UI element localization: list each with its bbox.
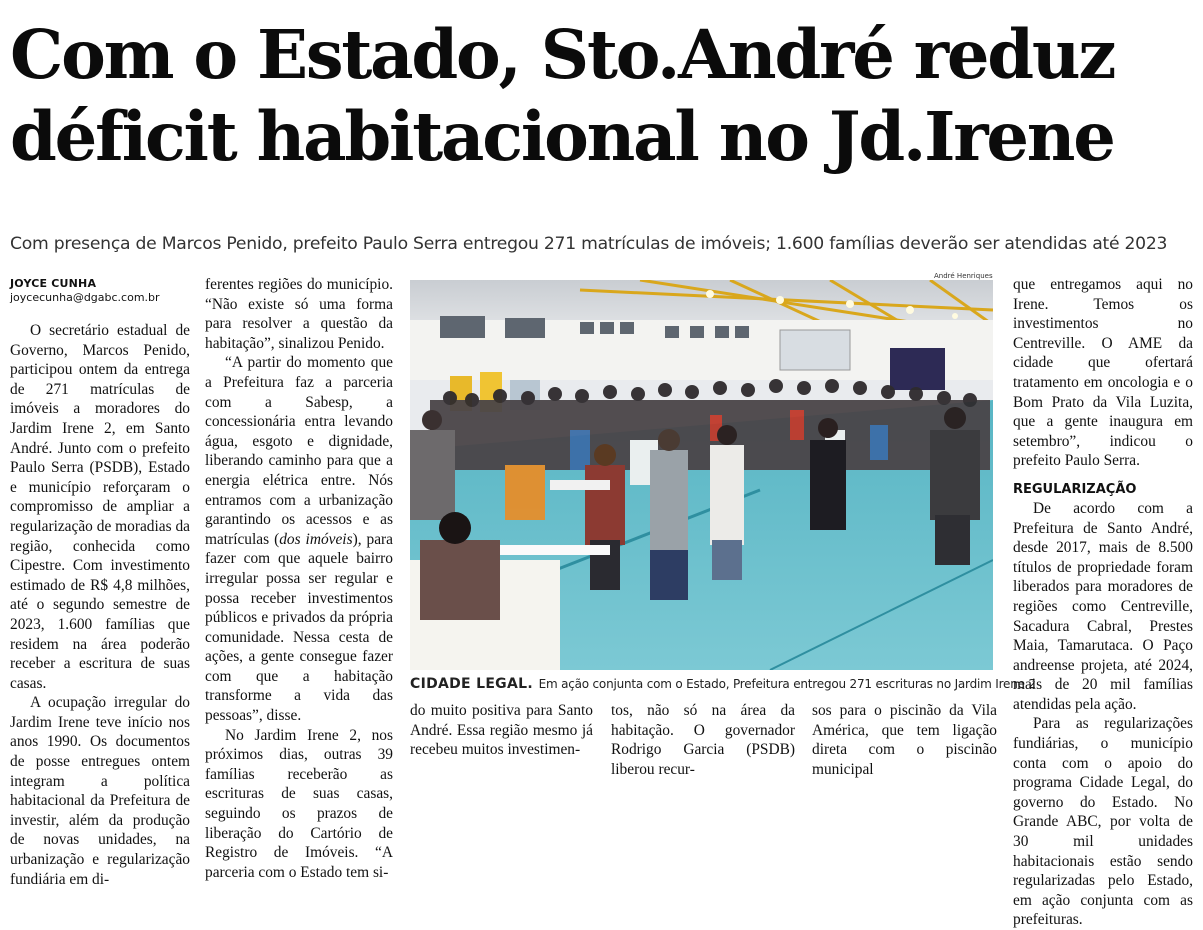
col5-paragraph: Para as regularizações fundiárias, o município conta com o apoio do programa Cidade Legal, do governo do Estado. No Grande ABC, por volta de 30 mil unidades habitacionais estão sendo regularizadas pelo Estado, em ação conjunta com as prefeituras.: [1013, 715, 1193, 929]
col3-text: do muito positiva para Santo André. Essa região mesmo já recebeu muitos investimen-: [410, 702, 593, 759]
col1-paragraph: A ocupação irregular do Jardim Irene teve início nos anos 1990. Os documentos de posse entregues ontem integram a política habitacional da Prefeitura de investir, além da produção de novas unidades, na urbanização e regularização fundiária em di-: [10, 694, 190, 888]
gymnasium-crowd-illustration: [410, 280, 993, 670]
col5-paragraph: que entregamos aqui no Irene. Temos os investimentos no Centreville. O AME da cidade que ofertará tratamento em oncologia e o Bom Prato da Vila Luzita, que a gente inaugura em setembro”, indicou o prefeito Paulo Serra.: [1013, 276, 1193, 470]
col2-paragraph: No Jardim Irene 2, nos próximos dias, outras 39 famílias receberão as escrituras de suas casas, seguindo os prazos de liberação do Cartório de Registro de Imóveis. “A parceria com o Estado tem si-: [205, 726, 393, 881]
col2-paragraph: ferentes regiões do município. “Não existe só uma forma para resolver a questão da habitação”, sinalizou Penido.: [205, 276, 393, 352]
column-3: [410, 701, 593, 760]
caption-label: CIDADE LEGAL.: [410, 676, 533, 692]
headline-line-2: déficit habitacional no Jd.Irene: [10, 97, 1114, 176]
byline-author: JOYCE CUNHA: [10, 277, 97, 290]
deck-subtitle: Com presença de Marcos Penido, prefeito Paulo Serra entregou 271 matrículas de imóveis; 1.600 famílias deverão ser atendidas até 2023: [10, 234, 1168, 254]
column-4: [611, 701, 795, 779]
byline-email: joycecunha@dgabc.com.br: [10, 291, 160, 304]
caption-text: Em ação conjunta com o Estado, Prefeitura entregou 271 escrituras no Jardim Irene 2: [538, 677, 1036, 691]
column-5: [1013, 275, 1193, 930]
headline-line-1: Com o Estado, Sto.André reduz: [10, 15, 1115, 94]
col2-paragraph: [205, 353, 393, 725]
col1-paragraph: O secretário estadual de Governo, Marcos Penido, participou ontem da entrega de 271 matrículas de imóveis a moradores do Jardim Irene 2, em Santo André. Junto com o prefeito Paulo Serra (PSDB), Estado e município reforçaram o compromisso de ampliar a regularização de moradias da região, conhecida como Cipestre. Com investimento estimado de R$ 4,8 milhões, até o segundo semestre de 2023, 1.600 famílias que residem na área poderão receber a escritura de suas casas.: [10, 322, 190, 692]
section-subhead: REGULARIZAÇÃO: [1013, 481, 1137, 497]
headline: [10, 14, 1195, 178]
col2-emphasis: dos imóveis: [279, 530, 353, 548]
photo-caption: [410, 676, 1036, 692]
column-2: [205, 275, 393, 882]
col2-text: ), para fazer com que aquele bairro irregular possa ser regular e possa receber investimentos públicos e privados da própria comunidade. Nessa cesta de ações, a gente consegue fazer com que a habitação transforme a vida das pessoas”, disse.: [205, 530, 394, 725]
col2-text: “A partir do momento que a Prefeitura faz a parceria com a Sabesp, a concessionária entra levando água, esgoto e dignidade, liberando caminho para que a energia elétrica entre. Nós entramos com a urbanização garantindo os acessos e as matrículas (: [205, 354, 393, 548]
column-1: [10, 275, 190, 889]
col5-paragraph: De acordo com a Prefeitura de Santo André, desde 2017, mais de 8.500 títulos de propriedade foram liberados para moradores de regiões como Centreville, Sacadura Cabral, Prestes Maia, Tamarutaca. O Paço andreense projeta, até 2024, mais de 20 mil famílias atendidas pela ação.: [1013, 499, 1193, 713]
column-5-bottom: [812, 701, 997, 779]
col5-bottom-text: sos para o piscinão da Vila América, que tem ligação direta com o piscinão municipal: [812, 702, 997, 778]
col4-text: tos, não só na área da habitação. O governador Rodrigo Garcia (PSDB) liberou recur-: [611, 702, 795, 778]
photo-credit: André Henriques: [934, 272, 993, 280]
news-photo: [410, 280, 993, 670]
